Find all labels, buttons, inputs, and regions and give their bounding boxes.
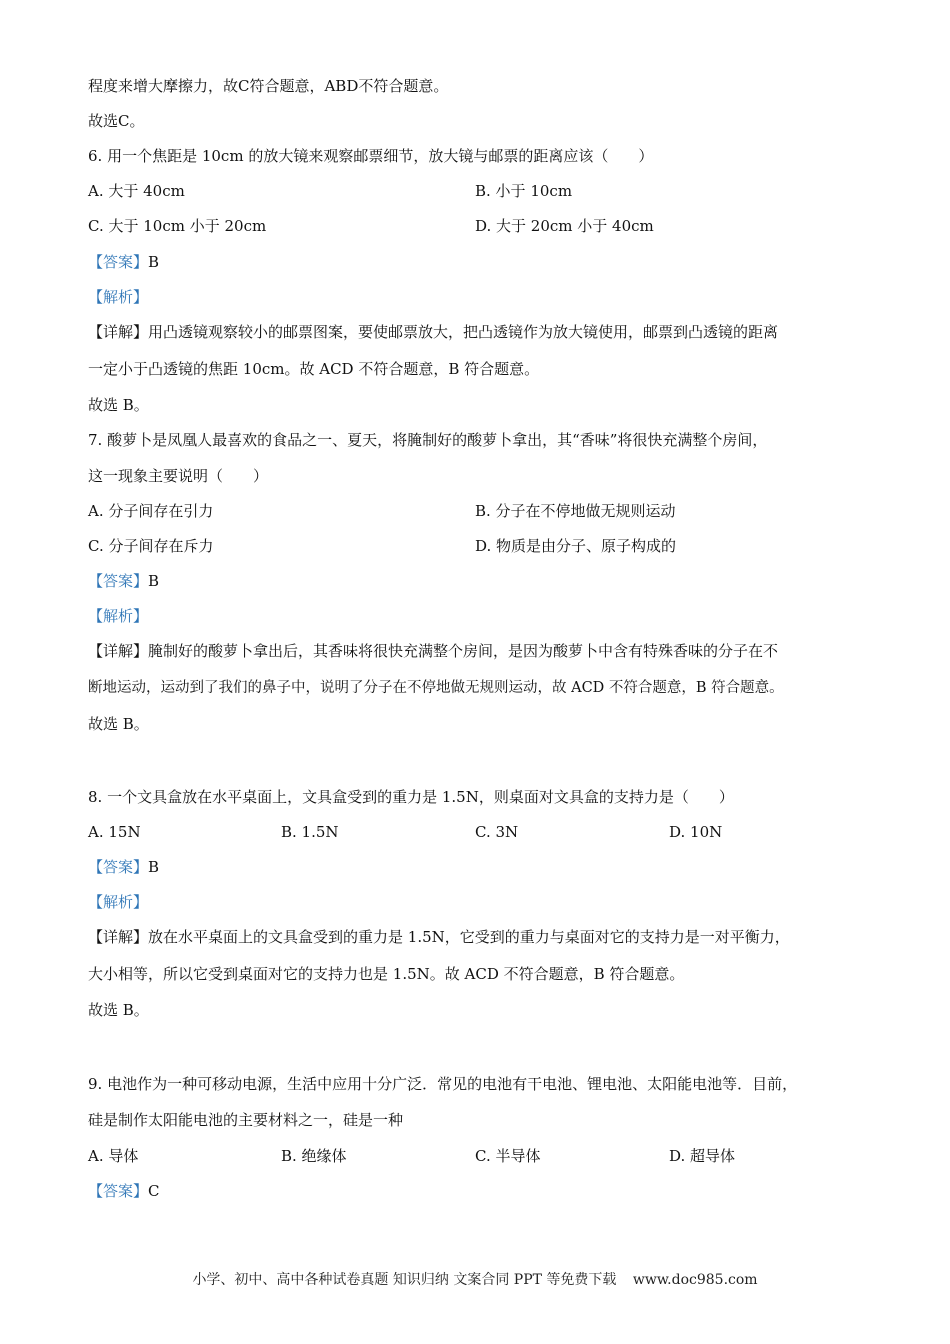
footer-text: 小学、初中、高中各种试卷真题 知识归纳 文案合同 PPT 等免费下载 [192,1272,617,1288]
q7-option-b: B. 分子在不停地做无规则运动 [475,502,676,520]
q9-answer [88,1181,160,1201]
detail-tag: 【详解】 [88,323,149,341]
q9-answer-value: C [148,1182,160,1200]
q6-detail-line-1 [88,322,778,342]
q7-selection: 故选 B。 [88,715,149,733]
q9-option-a: A. 导体 [88,1147,139,1165]
q7-option-c: C. 分子间存在斥力 [88,537,214,555]
q8-selection: 故选 B。 [88,1001,149,1019]
q9-option-d: D. 超导体 [669,1147,736,1165]
q8-answer [88,857,159,877]
q7-answer-value: B [148,572,160,590]
q9-option-c: C. 半导体 [475,1147,541,1165]
q8-option-d: D. 10N [669,823,723,841]
analysis-tag: 【解析】 [88,607,149,625]
q6-answer [88,252,159,272]
q7-detail-line-1 [88,641,778,661]
q8-option-c: C. 3N [475,823,519,841]
q7-option-a: A. 分子间存在引力 [88,502,214,520]
q7-stem-line-1: 7. 酸萝卜是凤凰人最喜欢的食品之一、夏天，将腌制好的酸萝卜拿出，其“香味”将很快充满整个房间， [88,431,768,449]
detail-tag: 【详解】 [88,928,149,946]
q6-option-c: C. 大于 10cm 小于 20cm [88,217,267,235]
q8-option-b: B. 1.5N [281,823,339,841]
answer-tag: 【答案】 [88,858,149,876]
q9-option-b: B. 绝缘体 [281,1147,347,1165]
q8-stem: 8. 一个文具盒放在水平桌面上，文具盒受到的重力是 1.5N，则桌面对文具盒的支持力是（ ） [88,788,734,806]
prev-selection-line: 故选C。 [88,112,145,130]
prev-analysis-line: 程度来增大摩擦力，故C符合题意，ABD不符合题意。 [88,77,449,95]
q9-stem-line-2: 硅是制作太阳能电池的主要材料之一，硅是一种 [88,1111,404,1129]
detail-tag: 【详解】 [88,642,149,660]
q7-analysis-heading [88,606,148,626]
answer-tag: 【答案】 [88,1182,149,1200]
q6-detail-line-2: 一定小于凸透镜的焦距 10cm。故 ACD 不符合题意，B 符合题意。 [88,360,540,378]
analysis-tag: 【解析】 [88,893,149,911]
q9-stem-line-1: 9. 电池作为一种可移动电源，生活中应用十分广泛．常见的电池有干电池、锂电池、太阳能电池等．目前， [88,1075,798,1093]
analysis-tag: 【解析】 [88,288,149,306]
q6-answer-value: B [148,253,160,271]
q8-detail-line-2: 大小相等，所以它受到桌面对它的支持力也是 1.5N。故 ACD 不符合题意，B 符合题意。 [88,965,685,983]
q7-stem-line-2: 这一现象主要说明（ ） [88,467,269,485]
q6-option-a: A. 大于 40cm [88,182,185,200]
q6-detail-text-1: 用凸透镜观察较小的邮票图案，要使邮票放大，把凸透镜作为放大镜使用，邮票到凸透镜的距离 [148,323,779,341]
answer-tag: 【答案】 [88,572,149,590]
footer-url[interactable]: www.doc985.com [632,1272,758,1288]
q6-analysis-heading [88,287,148,307]
page-footer [0,1271,950,1289]
q6-stem: 6. 用一个焦距是 10cm 的放大镜来观察邮票细节，放大镜与邮票的距离应该（ ） [88,147,654,165]
q8-analysis-heading [88,892,148,912]
q8-detail-text-1: 放在水平桌面上的文具盒受到的重力是 1.5N，它受到的重力与桌面对它的支持力是一对平衡力， [148,928,790,946]
q7-option-d: D. 物质是由分子、原子构成的 [475,537,677,555]
q8-answer-value: B [148,858,160,876]
q7-answer [88,571,159,591]
q8-detail-line-1 [88,927,790,947]
q6-option-d: D. 大于 20cm 小于 40cm [475,217,654,235]
q6-option-b: B. 小于 10cm [475,182,573,200]
q7-detail-line-2: 断地运动，运动到了我们的鼻子中，说明了分子在不停地做无规则运动，故 ACD 不符合题意，B 符合题意。 [88,680,784,696]
q8-option-a: A. 15N [88,823,141,841]
q6-selection: 故选 B。 [88,396,149,414]
q7-detail-text-1: 腌制好的酸萝卜拿出后，其香味将很快充满整个房间，是因为酸萝卜中含有特殊香味的分子在不 [148,642,779,660]
answer-tag: 【答案】 [88,253,149,271]
